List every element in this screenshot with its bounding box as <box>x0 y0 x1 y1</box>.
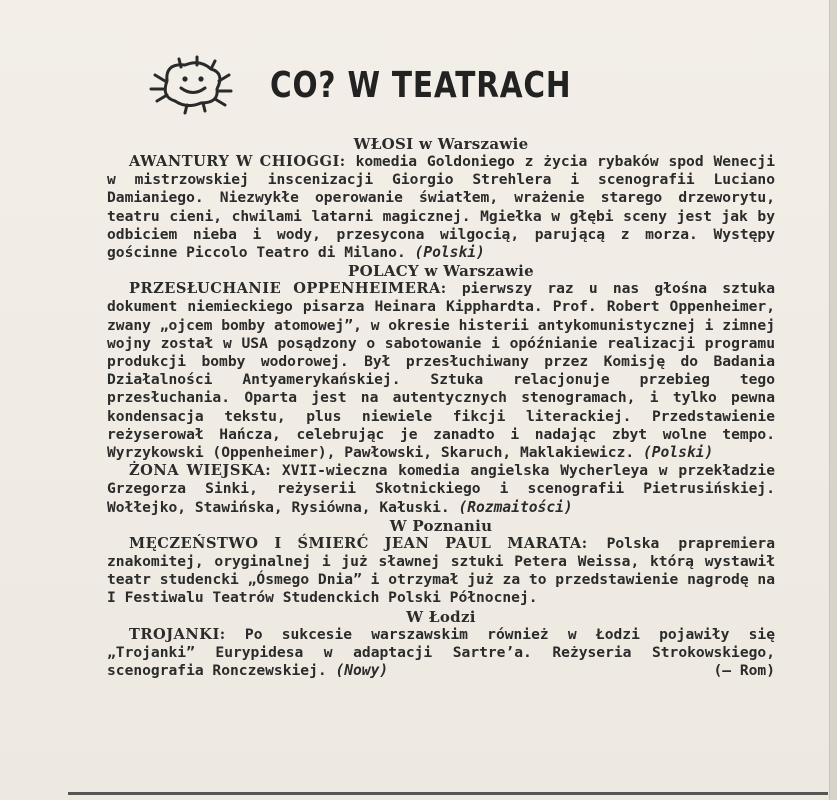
entry-venue: (Rozmaitości) <box>458 498 573 516</box>
review-entry <box>107 626 775 681</box>
author-signature: (— Rom) <box>713 662 775 680</box>
section-heading: WŁOSI w Warszawie <box>353 135 529 153</box>
entry-text: XVII-wieczna komedia angielska Wycherleya w przekładzie Grzegorza Sinki, reżyserii Skotnickiego i scenografii Pietrusińskiej. Wołłejko, Stawińska, Rysiówna, Kałuski. <box>107 462 775 516</box>
entry-title: MĘCZEŃSTWO I ŚMIERĆ JEAN PAUL MARATA: <box>129 534 588 552</box>
entry-text: Po sukcesie warszawskim również w Łodzi pojawiły się „Trojanki” Eurypidesa w adaptacji Sartre’a. Reżyseria Strokowskiego, scenografia Ronczewskiej. <box>107 625 775 680</box>
entry-venue: (Nowy) <box>335 662 389 680</box>
entry-title: AWANTURY W CHIOGGI: <box>129 153 346 170</box>
review-entry <box>107 462 775 517</box>
review-entry <box>107 535 775 608</box>
entry-title: TROJANKI: <box>129 625 226 643</box>
page-edge <box>829 0 837 800</box>
section-heading: W Łodzi <box>406 607 476 626</box>
entry-text: Polska prapremiera znakomitej, oryginalnej i już sławnej sztuki Petera Weissa, którą wystawił teatr studencki „Ósmego Dnia” i otrzymał już za to przedstawienie nagrodę na I Festiwalu Teatrów Studenckich Polski Północnej. <box>107 534 775 607</box>
entry-text: komedia Goldoniego z życia rybaków spod Wenecji w mistrzowskiej inscenizacji Giorgio Strehlera i scenografii Luciano Damianiego. Niezwykłe operowanie światłem, wrażenie starego drzeworytu, teatru cieni, chwilami latarni magicznej. Mgiełka w głębi sceny jest jak by odbiciem nieba i wody, przesycona wilgocią, parującą z morza. Występy gościnne Piccolo Teatro di Milano. <box>107 153 775 262</box>
entry-venue: (Polski) <box>642 444 714 462</box>
column-header <box>145 55 665 125</box>
section-heading: W Poznaniu <box>389 516 493 535</box>
entry-title: PRZESŁUCHANIE OPPENHEIMERA: <box>129 280 447 298</box>
entry-title: ŻONA WIEJSKA: <box>129 462 272 480</box>
sun-face-icon <box>145 55 237 115</box>
entry-text: pierwszy raz u nas głośna sztuka dokument niemieckiego pisarza Heinara Kipphardta. Prof. Robert Oppenheimer, zwany „ojcem bomby atomowej”, w okresie histerii antykomunistycznej i zimnej wojny został w USA posądzony o sabotowanie i opóźnianie realizacji programu produkcji bomby wodorowej. Był przesłuchiwany przez Komisję do Badania Działalności Antyamerykańskiej. Sztuka relacjonuje przebieg tego przesłuchania. Oparta jest na autentycznych stenogramach, i tylko pewna kondensacja tekstu, plus niewiele fikcji literackiej. Przedstawienie reżyserował Hańcza, celebrując je zanadto i nadając zbyt wolne tempo. Wyrzykowski (Oppenheimer), Pawłowski, Skaruch, Maklakiewicz. <box>107 280 775 462</box>
article-body <box>107 135 775 680</box>
review-entry <box>107 280 775 462</box>
page-title: CO? W TEATRACH <box>270 65 572 106</box>
entry-venue: (Polski) <box>414 244 485 262</box>
bottom-rule <box>68 792 828 795</box>
section-heading: POLACY w Warszawie <box>348 262 534 281</box>
review-entry <box>107 153 775 262</box>
